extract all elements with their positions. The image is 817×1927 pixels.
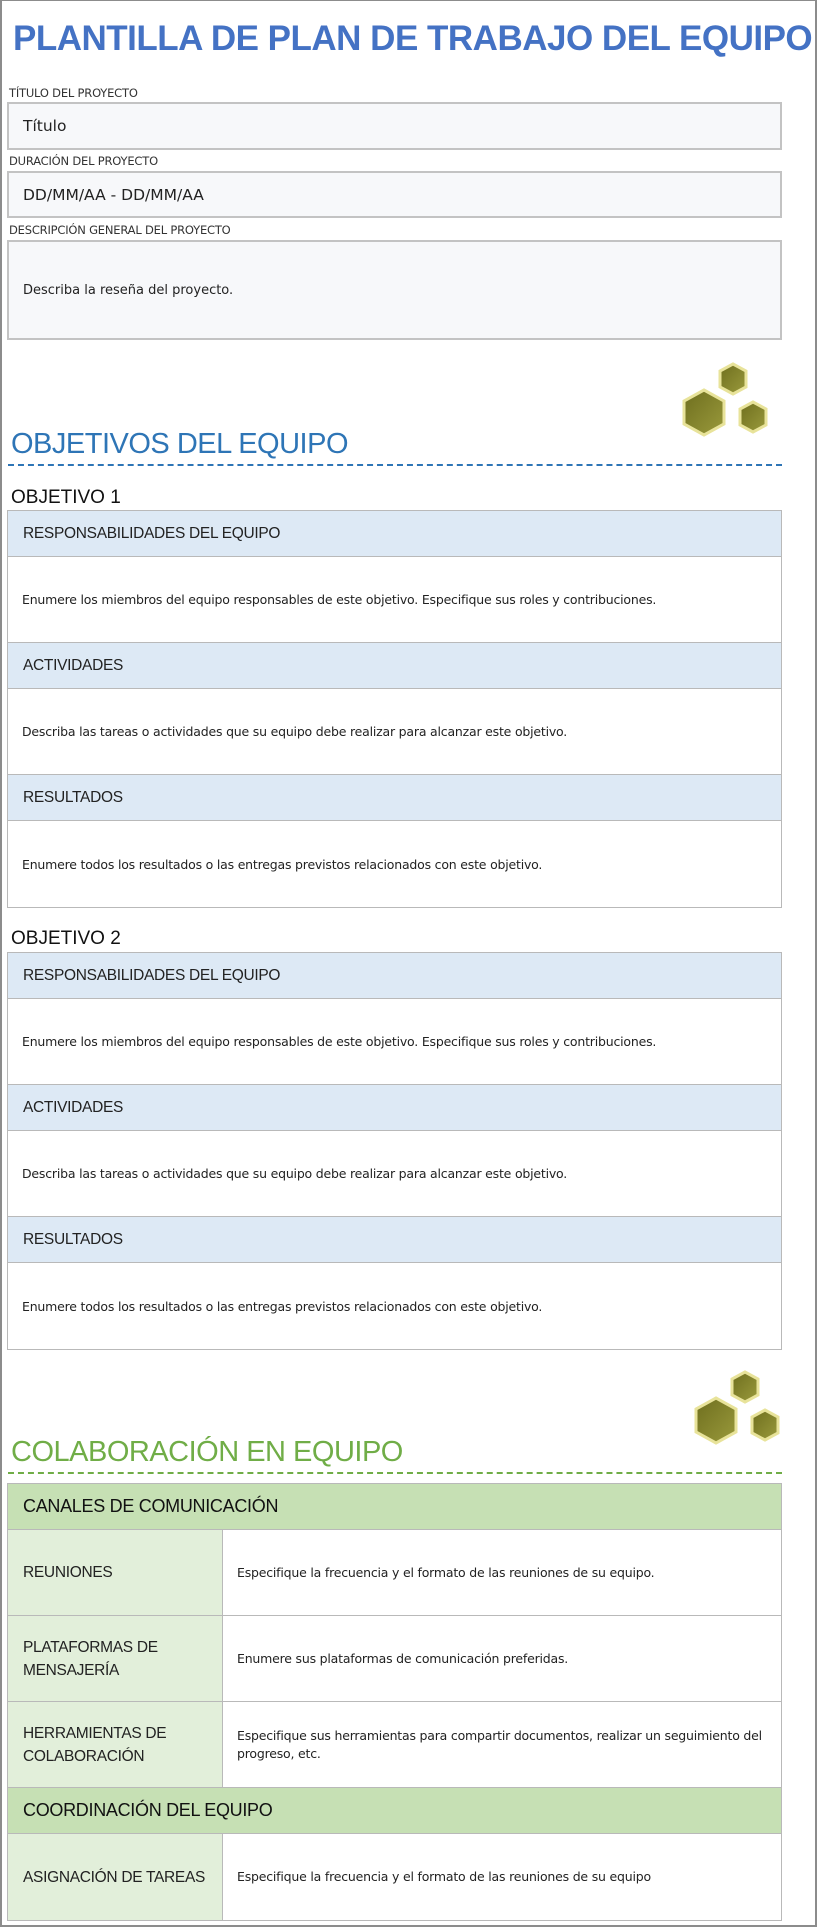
responsibilities-field[interactable] xyxy=(8,557,781,643)
hexagons-icon xyxy=(676,362,776,452)
project-title-field[interactable] xyxy=(7,102,782,150)
responsibilities-text: Enumere los miembros del equipo responsables de este objetivo. Especifique sus roles y contribuciones. xyxy=(22,592,657,607)
table-row xyxy=(8,1834,781,1920)
task-assignment-label: ASIGNACIÓN DE TAREAS xyxy=(8,1834,223,1920)
results-field[interactable] xyxy=(8,821,781,907)
results-text: Enumere todos los resultados o las entregas previstos relacionados con este objetivo. xyxy=(22,1298,543,1314)
objective-table xyxy=(7,952,782,1350)
project-duration-value: DD/MM/AA - DD/MM/AA xyxy=(23,185,204,204)
task-assignment-field[interactable] xyxy=(223,1834,781,1920)
objective-table xyxy=(7,510,782,908)
section-title-objectives: OBJETIVOS DEL EQUIPO xyxy=(11,428,349,460)
project-title-label: TÍTULO DEL PROYECTO xyxy=(9,86,138,100)
collaboration-tools-text: Especifique sus herramientas para compartir documentos, realizar un seguimiento del progreso, etc. xyxy=(237,1727,762,1761)
project-overview-label: DESCRIPCIÓN GENERAL DEL PROYECTO xyxy=(9,223,231,237)
meetings-text: Especifique la frecuencia y el formato de las reuniones de su equipo. xyxy=(237,1564,655,1580)
results-text: Enumere todos los resultados o las entregas previstos relacionados con este objetivo. xyxy=(22,856,543,872)
project-overview-value: Describa la reseña del proyecto. xyxy=(23,282,234,298)
meetings-label: REUNIONES xyxy=(8,1530,223,1615)
activities-text: Describa las tareas o actividades que su equipo debe realizar para alcanzar este objetivo. xyxy=(22,724,568,739)
collaboration-tools-field[interactable] xyxy=(223,1702,781,1787)
section-divider xyxy=(8,1472,782,1474)
activities-heading: ACTIVIDADES xyxy=(8,643,781,689)
responsibilities-field[interactable] xyxy=(8,999,781,1085)
project-overview-field[interactable] xyxy=(7,240,782,340)
activities-field[interactable] xyxy=(8,689,781,775)
page-title: PLANTILLA DE PLAN DE TRABAJO DEL EQUIPO xyxy=(13,19,813,58)
table-row xyxy=(8,1530,781,1616)
project-duration-label: DURACIÓN DEL PROYECTO xyxy=(9,154,158,168)
objective-title: OBJETIVO 1 xyxy=(11,487,121,508)
hexagons-icon xyxy=(688,1370,788,1460)
table-row xyxy=(8,1702,781,1788)
section-title-collaboration: COLABORACIÓN EN EQUIPO xyxy=(11,1436,403,1468)
collaboration-table xyxy=(7,1483,782,1921)
results-heading: RESULTADOS xyxy=(8,1217,781,1263)
activities-field[interactable] xyxy=(8,1131,781,1217)
project-duration-field[interactable] xyxy=(7,171,782,218)
activities-text: Describa las tareas o actividades que su equipo debe realizar para alcanzar este objetivo. xyxy=(22,1166,568,1181)
task-assignment-text: Especifique la frecuencia y el formato de las reuniones de su equipo xyxy=(237,1869,651,1884)
results-field[interactable] xyxy=(8,1263,781,1349)
collaboration-tools-label: HERRAMIENTAS DE COLABORACIÓN xyxy=(8,1702,223,1787)
results-heading: RESULTADOS xyxy=(8,775,781,821)
responsibilities-text: Enumere los miembros del equipo responsables de este objetivo. Especifique sus roles y contribuciones. xyxy=(22,1034,657,1049)
communication-channels-heading: CANALES DE COMUNICACIÓN xyxy=(8,1484,781,1530)
table-row xyxy=(8,1616,781,1702)
team-coordination-heading: COORDINACIÓN DEL EQUIPO xyxy=(8,1788,781,1834)
meetings-field[interactable] xyxy=(223,1530,781,1615)
messaging-platforms-field[interactable] xyxy=(223,1616,781,1701)
activities-heading: ACTIVIDADES xyxy=(8,1085,781,1131)
section-divider xyxy=(8,464,782,466)
objective-title: OBJETIVO 2 xyxy=(11,928,121,949)
responsibilities-heading: RESPONSABILIDADES DEL EQUIPO xyxy=(8,953,781,999)
messaging-platforms-label: PLATAFORMAS DE MENSAJERÍA xyxy=(8,1616,223,1701)
project-title-value: Título xyxy=(23,117,67,135)
messaging-platforms-text: Enumere sus plataformas de comunicación preferidas. xyxy=(237,1650,569,1666)
responsibilities-heading: RESPONSABILIDADES DEL EQUIPO xyxy=(8,511,781,557)
